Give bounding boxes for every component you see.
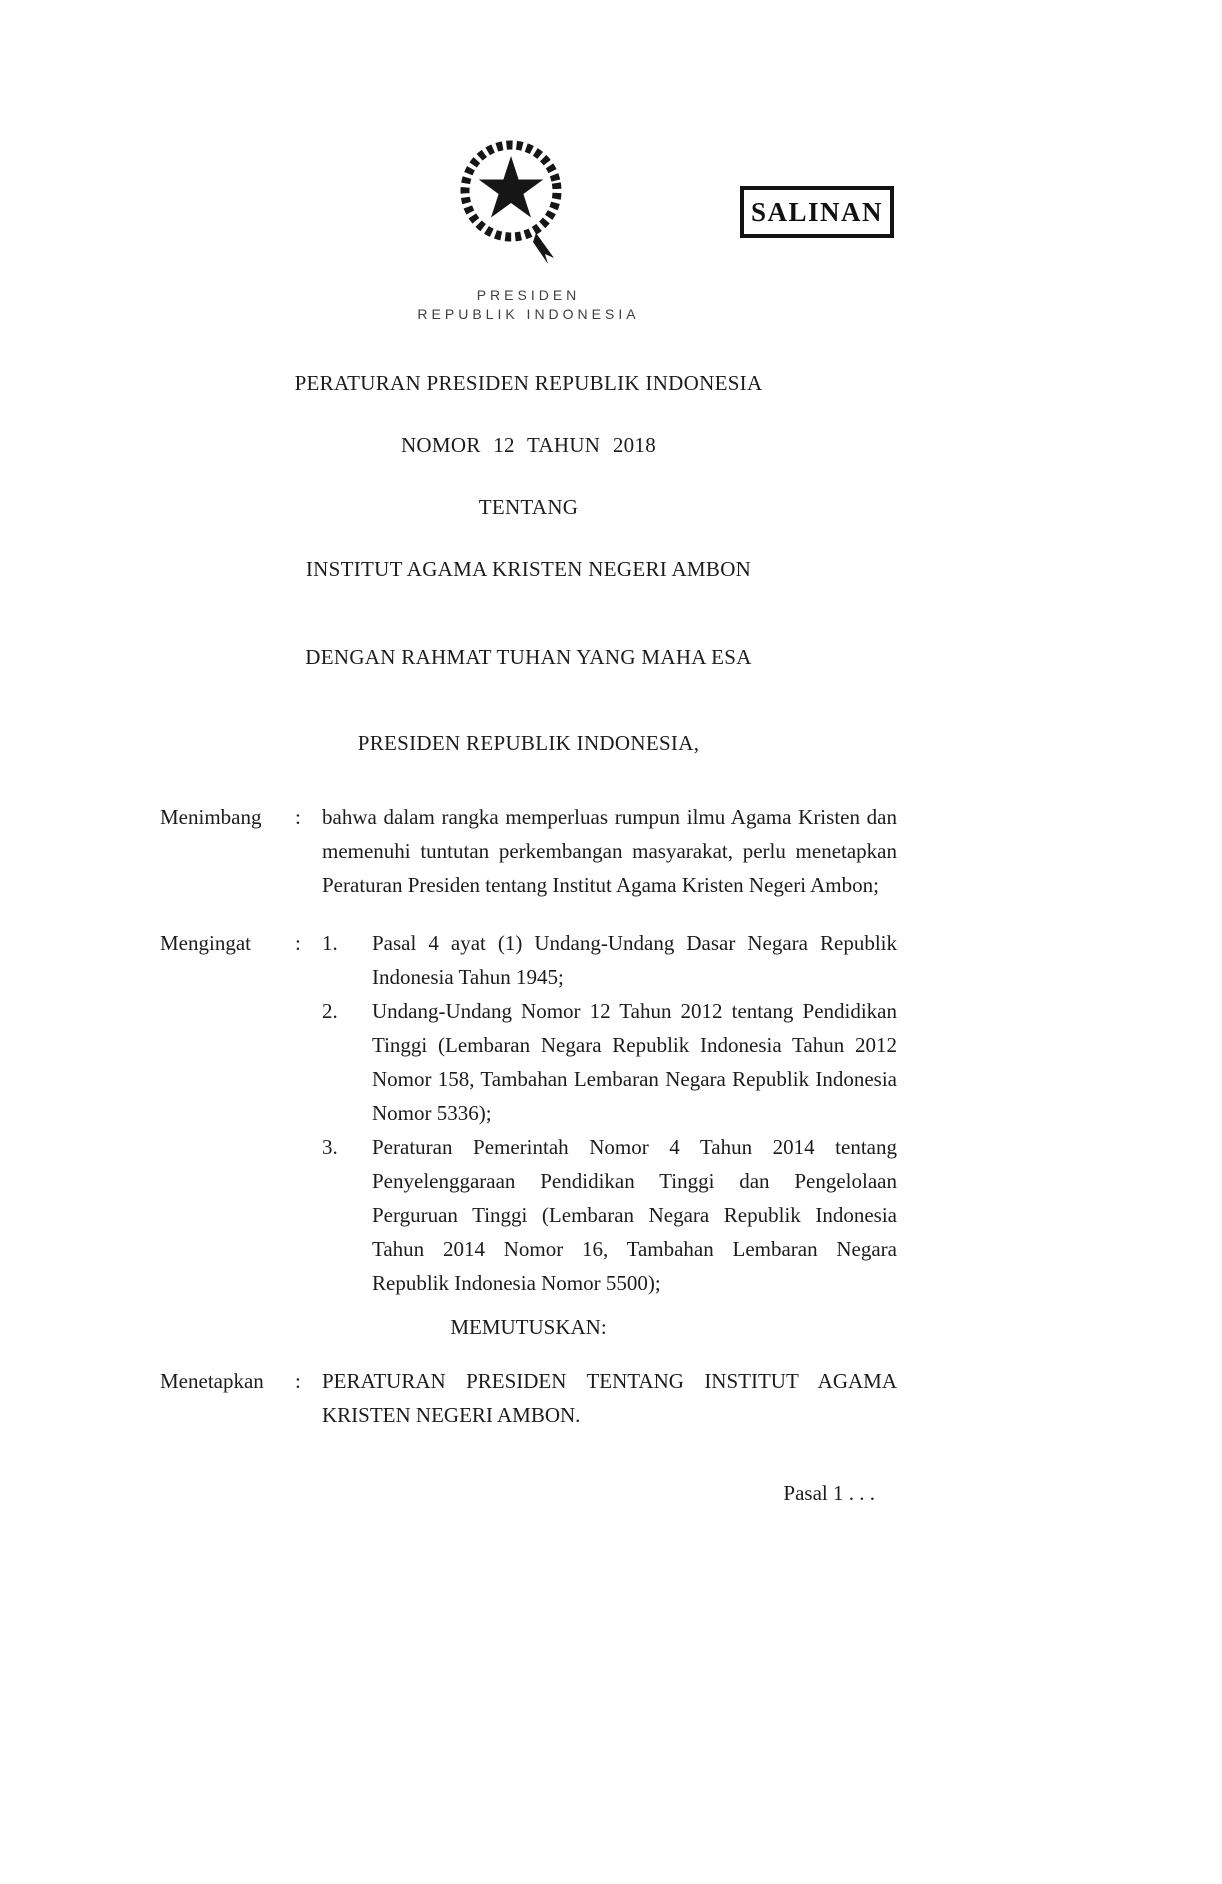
menetapkan-text: PERATURAN PRESIDEN TENTANG INSTITUT AGAMA KRISTEN NEGERI AMBON. [322, 1369, 897, 1427]
salinan-stamp [740, 186, 894, 238]
menimbang-label: Menimbang [160, 805, 262, 829]
menetapkan-colon: : [295, 1369, 301, 1393]
menimbang-colon: : [295, 805, 301, 829]
menetapkan-label: Menetapkan [160, 1369, 264, 1393]
menimbang-text: bahwa dalam rangka memperluas rumpun ilmu Agama Kristen dan memenuhi tuntutan perkembangan masyarakat, perlu menetapkan Peraturan Presiden tentang Institut Agama Kristen Negeri Ambon; [322, 805, 897, 897]
tentang-label: TENTANG [478, 495, 579, 519]
mengingat-list [322, 926, 897, 1300]
item-text: Undang-Undang Nomor 12 Tahun 2012 tentang Pendidikan Tinggi (Lembaran Negara Republik Indonesia Tahun 2012 Nomor 158, Tambahan Lembaran Negara Republik Indonesia Nomor 5336); [372, 999, 897, 1125]
memutuskan-heading: MEMUTUSKAN: [450, 1315, 607, 1339]
item-number: 2. [322, 999, 338, 1023]
mengingat-section [160, 926, 897, 1300]
item-text: Pasal 4 ayat (1) Undang-Undang Dasar Negara Republik Indonesia Tahun 1945; [372, 931, 897, 989]
doc-subject: INSTITUT AGAMA KRISTEN NEGERI AMBON [305, 557, 752, 581]
mengingat-item [322, 1130, 897, 1300]
ribbon-tail [533, 233, 554, 264]
presidential-seal-icon [450, 134, 572, 266]
mengingat-label: Mengingat [160, 931, 251, 955]
star-icon [479, 156, 544, 218]
letterhead [160, 286, 897, 324]
letterhead-presiden: PRESIDEN [476, 287, 581, 303]
item-number: 1. [322, 931, 338, 955]
item-number: 3. [322, 1135, 338, 1159]
menetapkan-section [160, 1364, 897, 1432]
mengingat-colon: : [295, 931, 301, 955]
enacting-authority: PRESIDEN REPUBLIK INDONESIA, [357, 731, 700, 755]
doc-type-title: PERATURAN PRESIDEN REPUBLIK INDONESIA [294, 371, 763, 395]
doc-number: NOMOR 12 TAHUN 2018 [400, 433, 657, 457]
menimbang-section [160, 800, 897, 902]
document-content [160, 286, 897, 1510]
mengingat-item [322, 926, 897, 994]
mengingat-item [322, 994, 897, 1130]
page-catchword: Pasal 1 . . . [783, 1481, 875, 1505]
letterhead-republik-indonesia: REPUBLIK INDONESIA [417, 306, 640, 322]
salinan-stamp-label: SALINAN [750, 196, 884, 227]
item-text: Peraturan Pemerintah Nomor 4 Tahun 2014 tentang Penyelenggaraan Pendidikan Tinggi dan Pengelolaan Perguruan Tinggi (Lembaran Negara Republik Indonesia Tahun 2014 Nomor 16, Tambahan Lembaran Negara Republik Indonesia Nomor 5500); [372, 1135, 897, 1295]
invocation-line: DENGAN RAHMAT TUHAN YANG MAHA ESA [305, 645, 752, 669]
